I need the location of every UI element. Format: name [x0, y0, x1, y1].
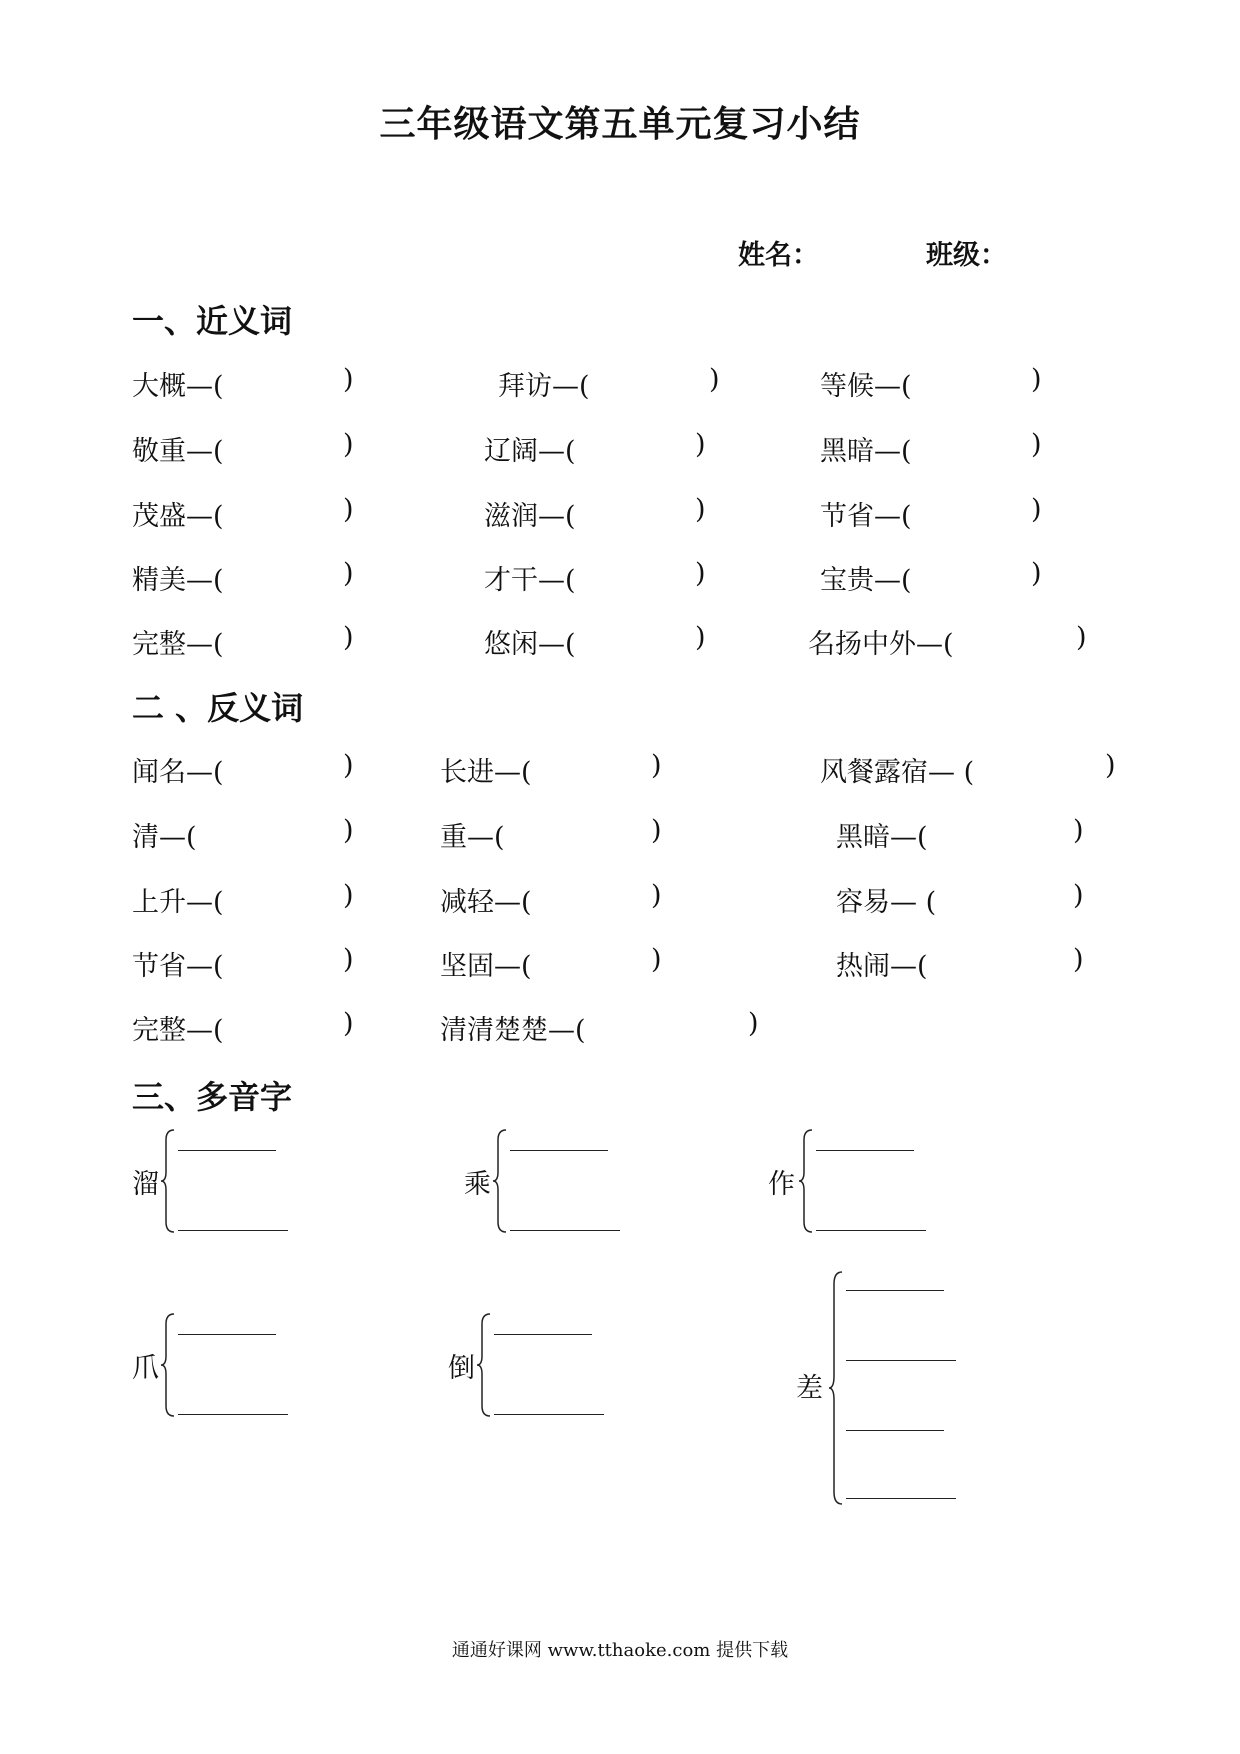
antonym-item [820, 750, 1120, 789]
close-paren: ) [709, 364, 720, 395]
synonym-word: 精美—( [132, 565, 224, 596]
polyphone-char: 乘 [464, 1169, 491, 1200]
synonym-item [820, 558, 1044, 597]
close-paren: ) [695, 429, 706, 460]
close-paren: ) [651, 750, 662, 781]
answer-blank[interactable] [846, 1430, 944, 1431]
close-paren: ) [1031, 364, 1042, 395]
synonym-item [484, 622, 708, 661]
antonym-item [440, 750, 664, 789]
antonym-word: 上升—( [132, 887, 224, 918]
polyphone-char: 倒 [448, 1353, 475, 1384]
close-paren: ) [695, 558, 706, 589]
antonym-item [440, 815, 664, 854]
antonym-word: 长进—( [440, 757, 532, 788]
close-paren: ) [343, 622, 354, 653]
synonym-word: 茂盛—( [132, 501, 224, 532]
close-paren: ) [1031, 429, 1042, 460]
synonym-item [820, 429, 1044, 468]
synonym-item [132, 429, 356, 468]
antonym-word: 容易— ( [836, 887, 937, 918]
antonym-item [440, 944, 664, 983]
antonym-word: 坚固—( [440, 951, 532, 982]
brace-icon [828, 1270, 844, 1506]
antonym-row [0, 880, 1240, 920]
close-paren: ) [1105, 750, 1116, 781]
synonym-item [484, 558, 708, 597]
answer-blank[interactable] [846, 1498, 956, 1499]
antonym-item [132, 815, 356, 854]
polyphone-char: 差 [796, 1373, 823, 1404]
synonym-word: 敬重—( [132, 436, 224, 467]
section-heading-antonyms: 二 、反义词 [132, 689, 304, 727]
section-heading-polyphones: 三、多音字 [132, 1078, 293, 1116]
antonym-row [0, 815, 1240, 855]
close-paren: ) [1031, 558, 1042, 589]
close-paren: ) [1076, 622, 1087, 653]
synonym-row [0, 558, 1240, 598]
synonym-item [808, 622, 1088, 661]
synonym-word: 拜访—( [498, 371, 590, 402]
antonym-word: 减轻—( [440, 887, 532, 918]
synonym-row [0, 494, 1240, 534]
synonym-item [498, 364, 722, 403]
answer-blank[interactable] [178, 1334, 276, 1335]
antonym-word: 热闹—( [836, 951, 928, 982]
synonym-word: 节省—( [820, 501, 912, 532]
close-paren: ) [343, 750, 354, 781]
synonym-word: 悠闲—( [484, 629, 576, 660]
antonym-row [0, 750, 1240, 790]
footer-credit: 通通好课网 www.tthaoke.com 提供下载 [451, 1640, 789, 1661]
page-title: 三年级语文第五单元复习小结 [379, 103, 861, 145]
close-paren: ) [343, 429, 354, 460]
synonym-item [484, 429, 708, 468]
synonym-row [0, 622, 1240, 662]
synonym-word: 辽阔—( [484, 436, 576, 467]
close-paren: ) [695, 494, 706, 525]
antonym-word: 风餐露宿— ( [820, 757, 975, 788]
close-paren: ) [343, 944, 354, 975]
antonym-word: 黑暗—( [836, 822, 928, 853]
close-paren: ) [1073, 944, 1084, 975]
close-paren: ) [651, 815, 662, 846]
close-paren: ) [1031, 494, 1042, 525]
polyphone-char: 爪 [132, 1353, 159, 1384]
antonym-word: 节省—( [132, 951, 224, 982]
synonym-item [820, 494, 1044, 533]
antonym-item [836, 815, 1100, 854]
antonym-item [836, 944, 1100, 983]
brace-icon [492, 1128, 508, 1234]
close-paren: ) [343, 815, 354, 846]
synonym-word: 完整—( [132, 629, 224, 660]
close-paren: ) [695, 622, 706, 653]
synonym-item [132, 558, 356, 597]
close-paren: ) [343, 364, 354, 395]
close-paren: ) [651, 880, 662, 911]
brace-icon [160, 1312, 176, 1418]
antonym-item [132, 880, 356, 919]
answer-blank[interactable] [510, 1230, 620, 1231]
antonym-item [836, 880, 1100, 919]
antonym-word: 清清楚楚—( [440, 1015, 586, 1046]
antonym-item [132, 750, 356, 789]
synonym-word: 黑暗—( [820, 436, 912, 467]
close-paren: ) [1073, 815, 1084, 846]
synonym-item [820, 364, 1044, 403]
brace-icon [160, 1128, 176, 1234]
polyphone-char: 溜 [132, 1169, 159, 1200]
close-paren: ) [343, 1008, 354, 1039]
answer-blank[interactable] [816, 1230, 926, 1231]
answer-blank[interactable] [178, 1414, 288, 1415]
close-paren: ) [1073, 880, 1084, 911]
polyphone-char: 作 [768, 1169, 795, 1200]
synonym-word: 名扬中外—( [808, 629, 954, 660]
answer-blank[interactable] [510, 1150, 608, 1151]
answer-blank[interactable] [494, 1334, 592, 1335]
antonym-word: 闻名—( [132, 757, 224, 788]
antonym-item [132, 944, 356, 983]
brace-icon [476, 1312, 492, 1418]
close-paren: ) [651, 944, 662, 975]
synonym-row [0, 364, 1240, 404]
antonym-row [0, 944, 1240, 984]
answer-blank[interactable] [816, 1150, 914, 1151]
synonym-word: 大概—( [132, 371, 224, 402]
synonym-item [132, 622, 356, 661]
synonym-word: 滋润—( [484, 501, 576, 532]
close-paren: ) [343, 558, 354, 589]
antonym-word: 完整—( [132, 1015, 224, 1046]
synonym-item [484, 494, 708, 533]
answer-blank[interactable] [494, 1414, 604, 1415]
synonym-item [132, 364, 356, 403]
synonym-word: 才干—( [484, 565, 576, 596]
antonym-item [132, 1008, 356, 1047]
polyphone-group [796, 1270, 976, 1510]
synonym-word: 宝贵—( [820, 565, 912, 596]
close-paren: ) [343, 880, 354, 911]
answer-blank[interactable] [178, 1230, 288, 1231]
synonym-word: 等候—( [820, 371, 912, 402]
antonym-item [440, 1008, 770, 1047]
polyphone-group [130, 1312, 310, 1422]
synonym-row [0, 429, 1240, 469]
answer-blank[interactable] [846, 1360, 956, 1361]
answer-blank[interactable] [178, 1150, 276, 1151]
close-paren: ) [748, 1008, 759, 1039]
answer-blank[interactable] [846, 1290, 944, 1291]
polyphone-group [446, 1312, 626, 1422]
antonym-row [0, 1008, 1240, 1048]
class-label: 班级： [926, 240, 1007, 271]
polyphone-group [462, 1128, 642, 1238]
antonym-word: 重—( [440, 822, 505, 853]
polyphone-group [130, 1128, 310, 1238]
polyphone-group [766, 1128, 946, 1238]
antonym-word: 清—( [132, 822, 197, 853]
synonym-item [132, 494, 356, 533]
section-heading-synonyms: 一、近义词 [132, 302, 293, 340]
close-paren: ) [343, 494, 354, 525]
name-label: 姓名： [738, 240, 819, 271]
antonym-item [440, 880, 664, 919]
brace-icon [798, 1128, 814, 1234]
